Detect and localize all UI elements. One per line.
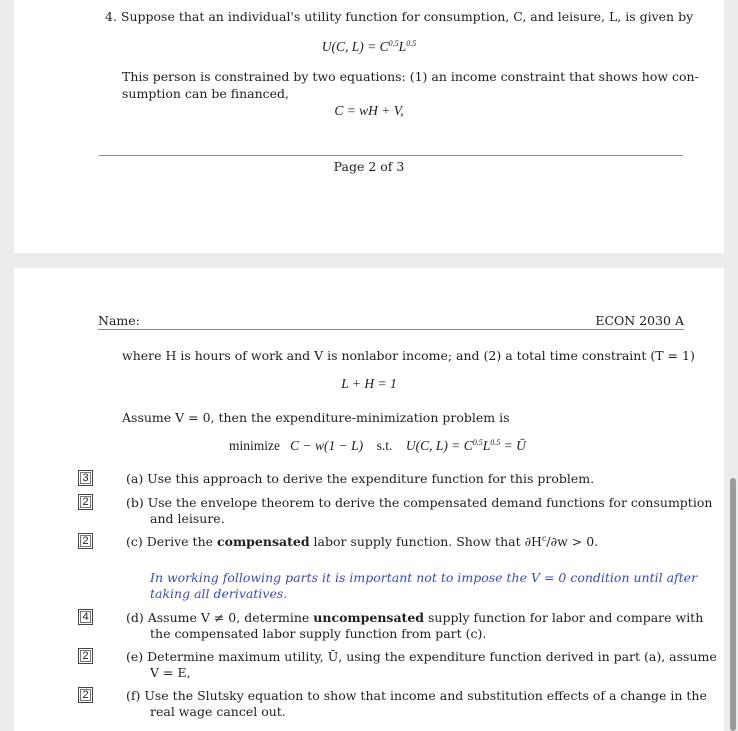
part-b-text-1: (b) Use the envelope theorem to derive the compensated demand functions for consumption — [126, 495, 713, 510]
utility-equation: U(C, $L) = C^{0.5}L^{0.5}$ — [321, 39, 417, 54]
time-constraint-equation: L + H = 1 — [341, 376, 397, 391]
where-line: where H is hours of work and V is nonlabor income; and (2) a total time constraint (T = 1) — [122, 348, 695, 363]
part-b-text-2: and leisure. — [150, 511, 225, 526]
part-d-text-2: the compensated labor supply function from part (c). — [150, 626, 487, 641]
minimization-problem: minimize C − w(1 − L) s.t. U(C, $L) = C^{0.5}L^{0.5}$ = Ū — [229, 438, 526, 453]
points-box-a: 3 — [78, 470, 93, 486]
part-a-text: (a) Use this approach to derive the expenditure function for this problem. — [126, 471, 595, 486]
points-box-c: 2 — [78, 533, 93, 549]
name-label: Name: — [98, 313, 140, 328]
question-4-text: 4. Suppose that an individual's utility function for consumption, C, and leisure, L, is given by — [105, 9, 694, 24]
part-e-text-1: (e) Determine maximum utility, Ū, using the expenditure function derived in part (a), assume — [126, 649, 717, 664]
points-box-b: 2 — [78, 494, 93, 510]
page-footer: Page 2 of 3 — [333, 159, 405, 174]
part-f-text-2: real wage cancel out. — [150, 704, 286, 719]
page-1 — [14, 0, 724, 253]
footer-rule — [99, 155, 683, 156]
part-d-text-1: (d) Assume V ≠ 0, determine uncompensated supply function for labor and compare with — [126, 610, 704, 625]
header-rule — [98, 329, 684, 330]
instruction-note-2: taking all derivatives. — [150, 586, 288, 601]
assume-line: Assume V = 0, then the expenditure-minimization problem is — [122, 410, 510, 425]
points-box-e: 2 — [78, 648, 93, 664]
constraint-line-1: This person is constrained by two equations: (1) an income constraint that shows how con- — [122, 69, 699, 84]
course-code: ECON 2030 A — [595, 313, 684, 328]
scrollbar-thumb[interactable] — [730, 478, 736, 731]
points-box-f: 2 — [78, 687, 93, 703]
part-f-text-1: (f) Use the Slutsky equation to show that income and substitution effects of a change in the — [126, 688, 707, 703]
income-equation: C = wH + V, — [334, 103, 404, 118]
constraint-line-2: sumption can be financed, — [122, 86, 290, 101]
instruction-note-1: In working following parts it is important not to impose the V = 0 condition until after — [150, 570, 698, 585]
points-box-d: 4 — [78, 609, 93, 625]
part-e-text-2: V = E, — [150, 665, 191, 680]
page-2 — [14, 268, 724, 731]
part-c-text: (c) Derive the compensated labor supply function. Show that $\partial H^c/\partial w > 0$. — [126, 534, 599, 549]
